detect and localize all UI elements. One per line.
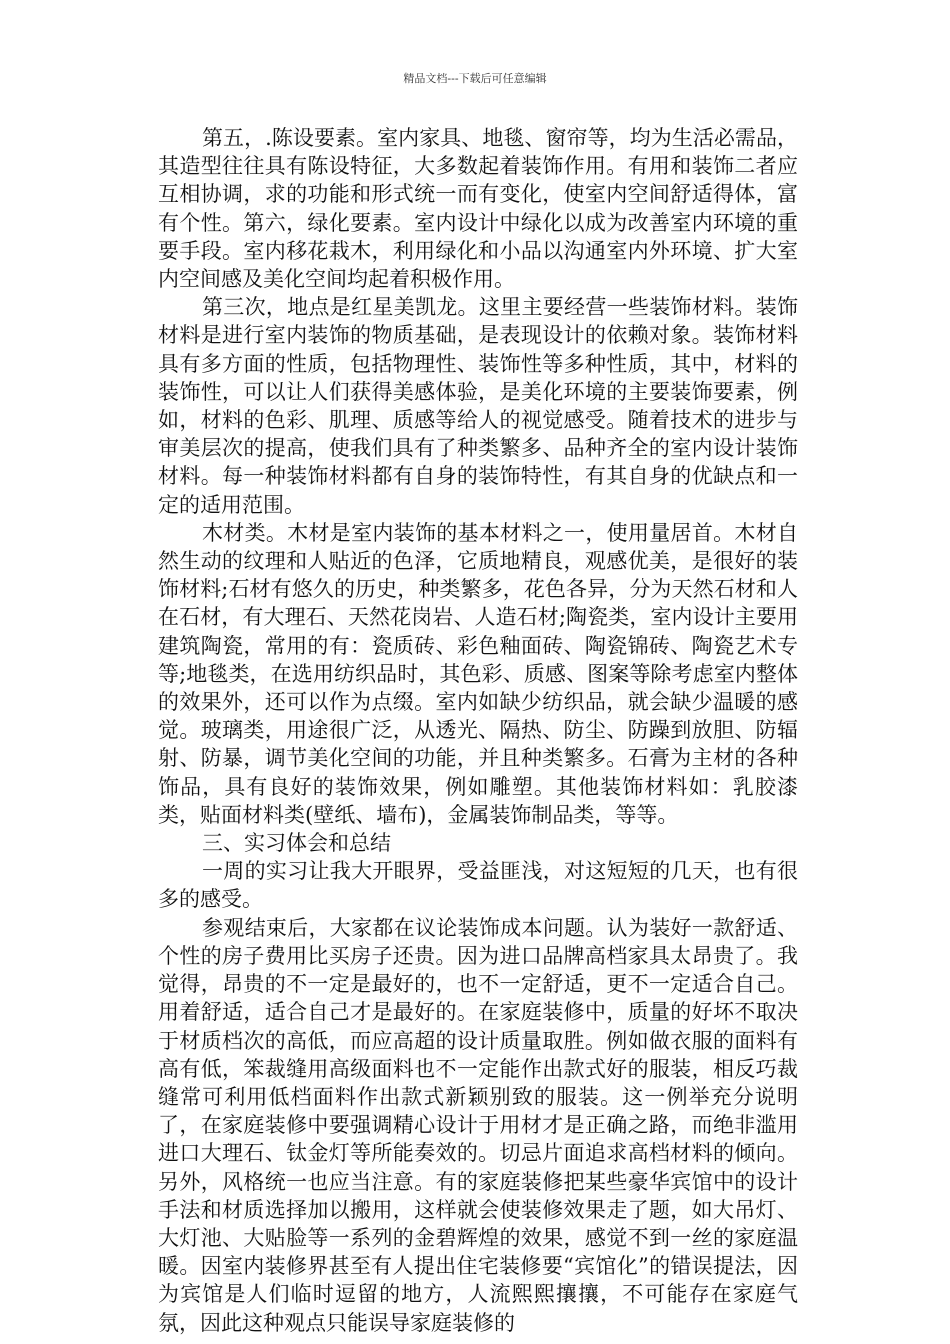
section-heading: 三、实习体会和总结: [202, 831, 391, 856]
page-header: 精品文档---下载后可任意编辑: [403, 72, 547, 85]
paragraph-1: 第五，.陈设要素。室内家具、地毯、窗帘等，均为生活必需品，其造型往往具有陈设特征，大多数起着装饰作用。有用和装饰二者应互相协调，求的功能和形式统一而有变化，使室内空间舒适得体，富有个性。第六，绿化要素。室内设计中绿化以成为改善室内环境的重要手段。室内移花栽木，利用绿化和小品以沟通室内外环境、扩大室内空间感及美化空间均起着积极作用。: [158, 126, 798, 292]
document-body: [158, 124, 798, 1337]
paragraph-4: 一周的实习让我大开眼界，受益匪浅，对这短短的几天，也有很多的感受。: [158, 859, 798, 912]
paragraph-3: 木材类。木材是室内装饰的基本材料之一，使用量居首。木材自然生动的纹理和人贴近的色泽，它质地精良，观感优美，是很好的装饰材料;石材有悠久的历史，种类繁多，花色各异，分为天然石材和人在石材，有大理石、天然花岗岩、人造石材;陶瓷类，室内设计主要用建筑陶瓷，常用的有：瓷质砖、彩色釉面砖、陶瓷锦砖、陶瓷艺术专等;地毯类，在选用纺织品时，其色彩、质感、图案等除考虑室内整体的效果外，还可以作为点缀。室内如缺少纺织品，就会缺少温暖的感觉。玻璃类，用途很广泛，从透光、隔热、防尘、防躁到放胆、防辐射、防暴，调节美化空间的功能，并且种类繁多。石膏为主材的各种饰品，具有良好的装饰效果，例如雕塑。其他装饰材料如：乳胶漆类，贴面材料类(壁纸、墙布)，金属装饰制品类，等等。: [158, 520, 798, 827]
paragraph-5: 参观结束后，大家都在议论装饰成本问题。认为装好一款舒适、个性的房子费用比买房子还贵。因为进口品牌高档家具太昂贵了。我觉得，昂贵的不一定是最好的，也不一定舒适，更不一定适合自己。用着舒适，适合自己才是最好的。在家庭装修中，质量的好坏不取决于材质档次的高低，而应高超的设计质量取胜。例如做衣服的面料有高有低，笨裁缝用高级面料也不一定能作出款式好的服装，相反巧裁缝常可利用低档面料作出款式新颖别致的服装。这一例举充分说明了，在家庭装修中要强调精心设计于用材才是正确之路，而绝非滥用进口大理石、钛金灯等所能奏效的。切忌片面追求高档材料的倾向。另外，风格统一也应当注意。有的家庭装修把某些豪华宾馆中的设计手法和材质选择加以搬用，这样就会使装修效果走了题，如大吊灯、大灯池、大贴脸等一系列的金碧辉煌的效果，感觉不到一丝的家庭温暖。因室内装修界甚至有人提出住宅装修要“宾馆化”的错误提法，因为宾馆是人们临时逗留的地方，人流熙熙攘攘，不可能存在家庭气氛，因此这种观点只能误导家庭装修的: [158, 915, 798, 1335]
paragraph-2: 第三次，地点是红星美凯龙。这里主要经营一些装饰材料。装饰材料是进行室内装饰的物质基础，是表现设计的依赖对象。装饰材料具有多方面的性质，包括物理性、装饰性等多种性质，其中，材料的装饰性，可以让人们获得美感体验，是美化环境的主要装饰要素，例如，材料的色彩、肌理、质感等给人的视觉感受。随着技术的进步与审美层次的提高，使我们具有了种类繁多、品种齐全的室内设计装饰材料。每一种装饰材料都有自身的装饰特性，有其自身的优缺点和一定的适用范围。: [158, 295, 798, 517]
